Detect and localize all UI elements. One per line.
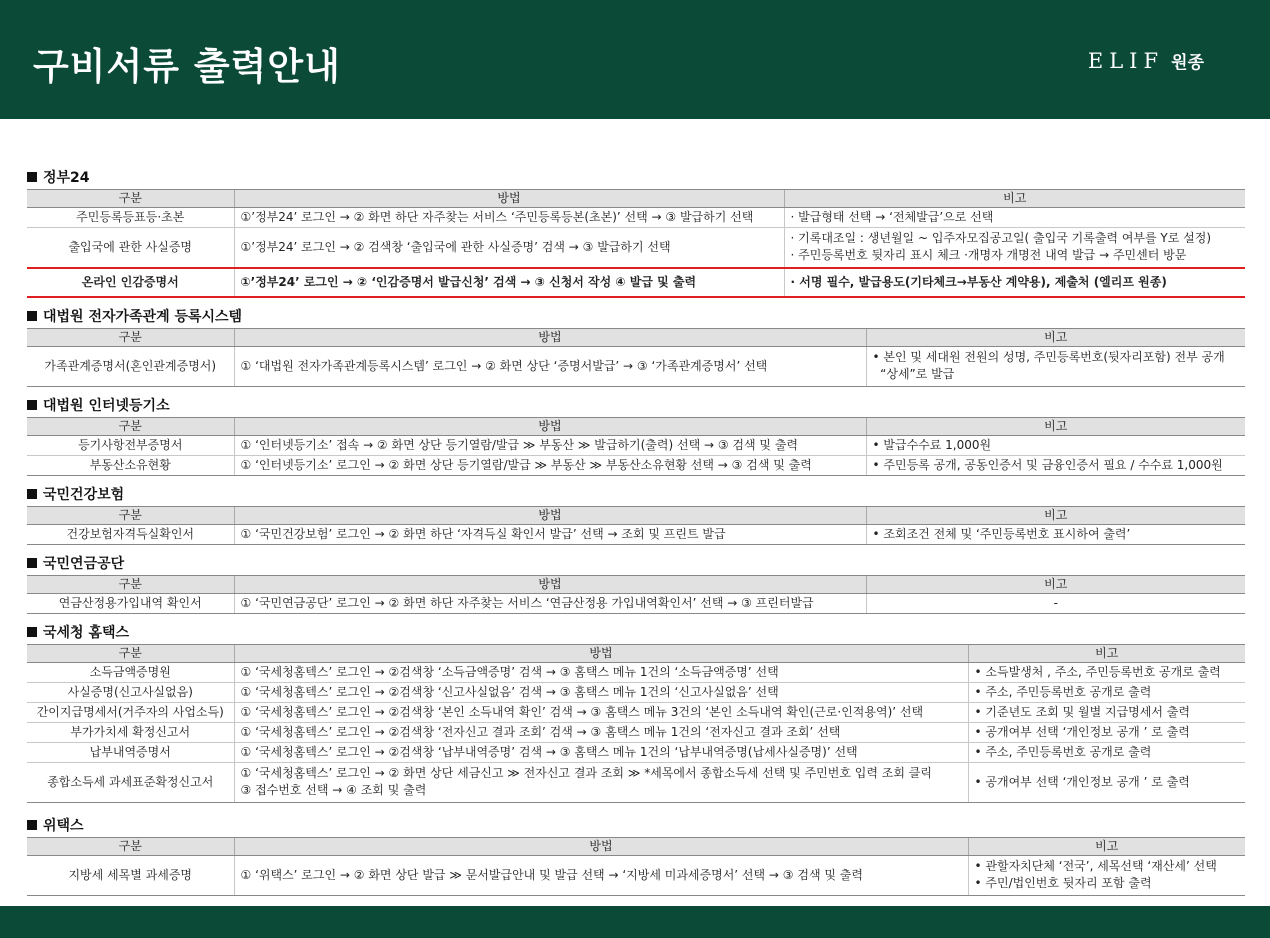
table-header-row: 구분 방법 비고	[27, 575, 1245, 593]
table-row: 지방세 세목별 과세증명 ① ‘위택스’ 로그인 → ② 화면 상단 발급 ≫ 문서발급안내 및 발급 선택 → ‘지방세 미과세증명서’ 선택 → ③ 검색 및 출력 • 관할자치단체 ‘전국’, 세목선택 ‘재산세’ 선택 • 주민/법인번호 뒷자리 포함 출력	[27, 855, 1245, 895]
table-row: 사실증명(신고사실없음) ① ‘국세청홈텍스’ 로그인 → ②검색창 ‘신고사실없음’ 검색 → ③ 홈택스 메뉴 1건의 ‘신고사실없음’ 선택 • 주소, 주민등록번호 공개로 출력	[27, 682, 1245, 702]
table-internet-registry	[27, 417, 1245, 476]
section-title: 대법원 인터넷등기소	[27, 393, 1245, 417]
page-title: 구비서류 출력안내	[33, 45, 341, 88]
footer-bar	[0, 906, 1270, 938]
table-row: 건강보험자격득실확인서 ① ‘국민건강보험’ 로그인 → ② 화면 하단 ‘자격득실 확인서 발급’ 선택 → 조회 및 프린트 발급 • 조회조건 전체 및 ‘주민등록번호 표시하여 출력’	[27, 524, 1245, 544]
table-row: 출입국에 관한 사실증명 ①’정부24’ 로그인 → ② 검색창 ‘출입국에 관한 사실증명’ 검색 → ③ 발급하기 선택 · 기록대조일 : 생년월일 ~ 입주자모집공고일( 출입국 기록출력 여부를 Y로 설정) · 주민등록번호 뒷자리 표시 체크 ·개명자 개명전 내역 발급 → 주민센터 방문	[27, 228, 1245, 268]
square-bullet-icon	[27, 311, 37, 321]
table-health-insurance	[27, 506, 1245, 545]
table-row: 등기사항전부증명서 ① ‘인터넷등기소’ 접속 → ② 화면 상단 등기열람/발급 ≫ 부동산 ≫ 발급하기(출력) 선택 → ③ 검색 및 출력 • 발급수수료 1,000원	[27, 435, 1245, 455]
square-bullet-icon	[27, 820, 37, 830]
section-title: 국세청 홈택스	[27, 620, 1245, 644]
table-gov24	[27, 189, 1245, 298]
table-header-row: 구분 방법 비고	[27, 328, 1245, 346]
table-row: 부동산소유현황 ① ‘인터넷등기소’ 로그인 → ② 화면 상단 등기열람/발급 ≫ 부동산 ≫ 부동산소유현황 선택 → ③ 검색 및 출력 • 주민등록 공개, 공동인증서 및 금융인증서 필요 / 수수료 1,000원	[27, 455, 1245, 475]
table-header-row: 구분 방법 비고	[27, 644, 1245, 662]
section-title: 국민건강보험	[27, 482, 1245, 506]
content	[27, 165, 1245, 896]
brand-location: 원종	[1171, 53, 1204, 73]
square-bullet-icon	[27, 400, 37, 410]
square-bullet-icon	[27, 627, 37, 637]
table-row: 연금산정용가입내역 확인서 ① ‘국민연금공단’ 로그인 → ② 화면 하단 자주찾는 서비스 ‘연금산정용 가입내역확인서’ 선택 → ③ 프린터발급 -	[27, 593, 1245, 613]
section-title: 국민연금공단	[27, 551, 1245, 575]
table-header-row: 구분 방법 비고	[27, 417, 1245, 435]
table-row: 소득금액증명원 ① ‘국세청홈텍스’ 로그인 → ②검색창 ‘소득금액증명’ 검색 → ③ 홈택스 메뉴 1건의 ‘소득금액증명’ 선택 • 소득발생처 , 주소, 주민등록번호 공개로 출력	[27, 662, 1245, 682]
table-header-row: 구분 방법 비고	[27, 837, 1245, 855]
brand	[1088, 48, 1204, 73]
square-bullet-icon	[27, 489, 37, 499]
table-row: 부가가치세 확정신고서 ① ‘국세청홈텍스’ 로그인 → ②검색창 ‘전자신고 결과 조회’ 검색 → ③ 홈택스 메뉴 1건의 ‘전자신고 결과 조회’ 선택 • 공개여부 선택 ‘개인정보 공개 ’ 로 출력	[27, 722, 1245, 742]
table-row: 가족관계증명서(혼인관계증명서) ① ‘대법원 전자가족관계등록시스템’ 로그인 → ② 화면 상단 ‘증명서발급’ → ③ ‘가족관계증명서’ 선택 • 본인 및 세대원 전원의 성명, 주민등록번호(뒷자리포함) 전부 공개 “상세”로 발급	[27, 346, 1245, 386]
table-hometax	[27, 644, 1245, 803]
brand-logo: ELIF	[1087, 49, 1165, 73]
table-row: 주민등록등표등·초본 ①’정부24’ 로그인 → ② 화면 하단 자주찾는 서비스 ‘주민등록등본(초본)’ 선택 → ③ 발급하기 선택 · 발급형태 선택 → ‘전체발급’으로 선택	[27, 208, 1245, 228]
table-row: 납부내역증명서 ① ‘국세청홈텍스’ 로그인 → ②검색창 ‘납부내역증명’ 검색 → ③ 홈택스 메뉴 1건의 ‘납부내역증명(납세사실증명)’ 선택 • 주소, 주민등록번호 공개로 출력	[27, 742, 1245, 762]
table-row: 간이지급명세서(거주자의 사업소득) ① ‘국세청홈텍스’ 로그인 → ②검색창 ‘본인 소득내역 확인’ 검색 → ③ 홈택스 메뉴 3건의 ‘본인 소득내역 확인(근로·인적용역)’ 선택 • 기준년도 조회 및 월별 지급명세서 출력	[27, 702, 1245, 722]
section-title: 위택스	[27, 813, 1245, 837]
table-row: 종합소득세 과세표준확정신고서 ① ‘국세청홈텍스’ 로그인 → ② 화면 상단 세금신고 ≫ 전자신고 결과 조회 ≫ *세목에서 종합소득세 선택 및 주민번호 입력 조회 클릭 ③ 접수번호 선택 → ④ 조회 및 출력 • 공개여부 선택 ‘개인정보 공개 ’ 로 출력	[27, 762, 1245, 802]
table-wetax	[27, 837, 1245, 896]
square-bullet-icon	[27, 558, 37, 568]
table-national-pension	[27, 575, 1245, 614]
section-title: 정부24	[27, 165, 1245, 189]
square-bullet-icon	[27, 172, 37, 182]
table-family-registry	[27, 328, 1245, 387]
header-bar	[0, 0, 1270, 119]
table-row-highlighted: 온라인 인감증명서 ①’정부24’ 로그인 → ② ‘인감증명서 발급신청’ 검색 → ③ 신청서 작성 ④ 발급 및 출력 · 서명 필수, 발급용도(기타체크→부동산 계약용), 제출처 (엘리프 원종)	[27, 268, 1245, 297]
section-title: 대법원 전자가족관계 등록시스템	[27, 304, 1245, 328]
table-header-row: 구분 방법 비고	[27, 190, 1245, 208]
table-header-row: 구분 방법 비고	[27, 506, 1245, 524]
